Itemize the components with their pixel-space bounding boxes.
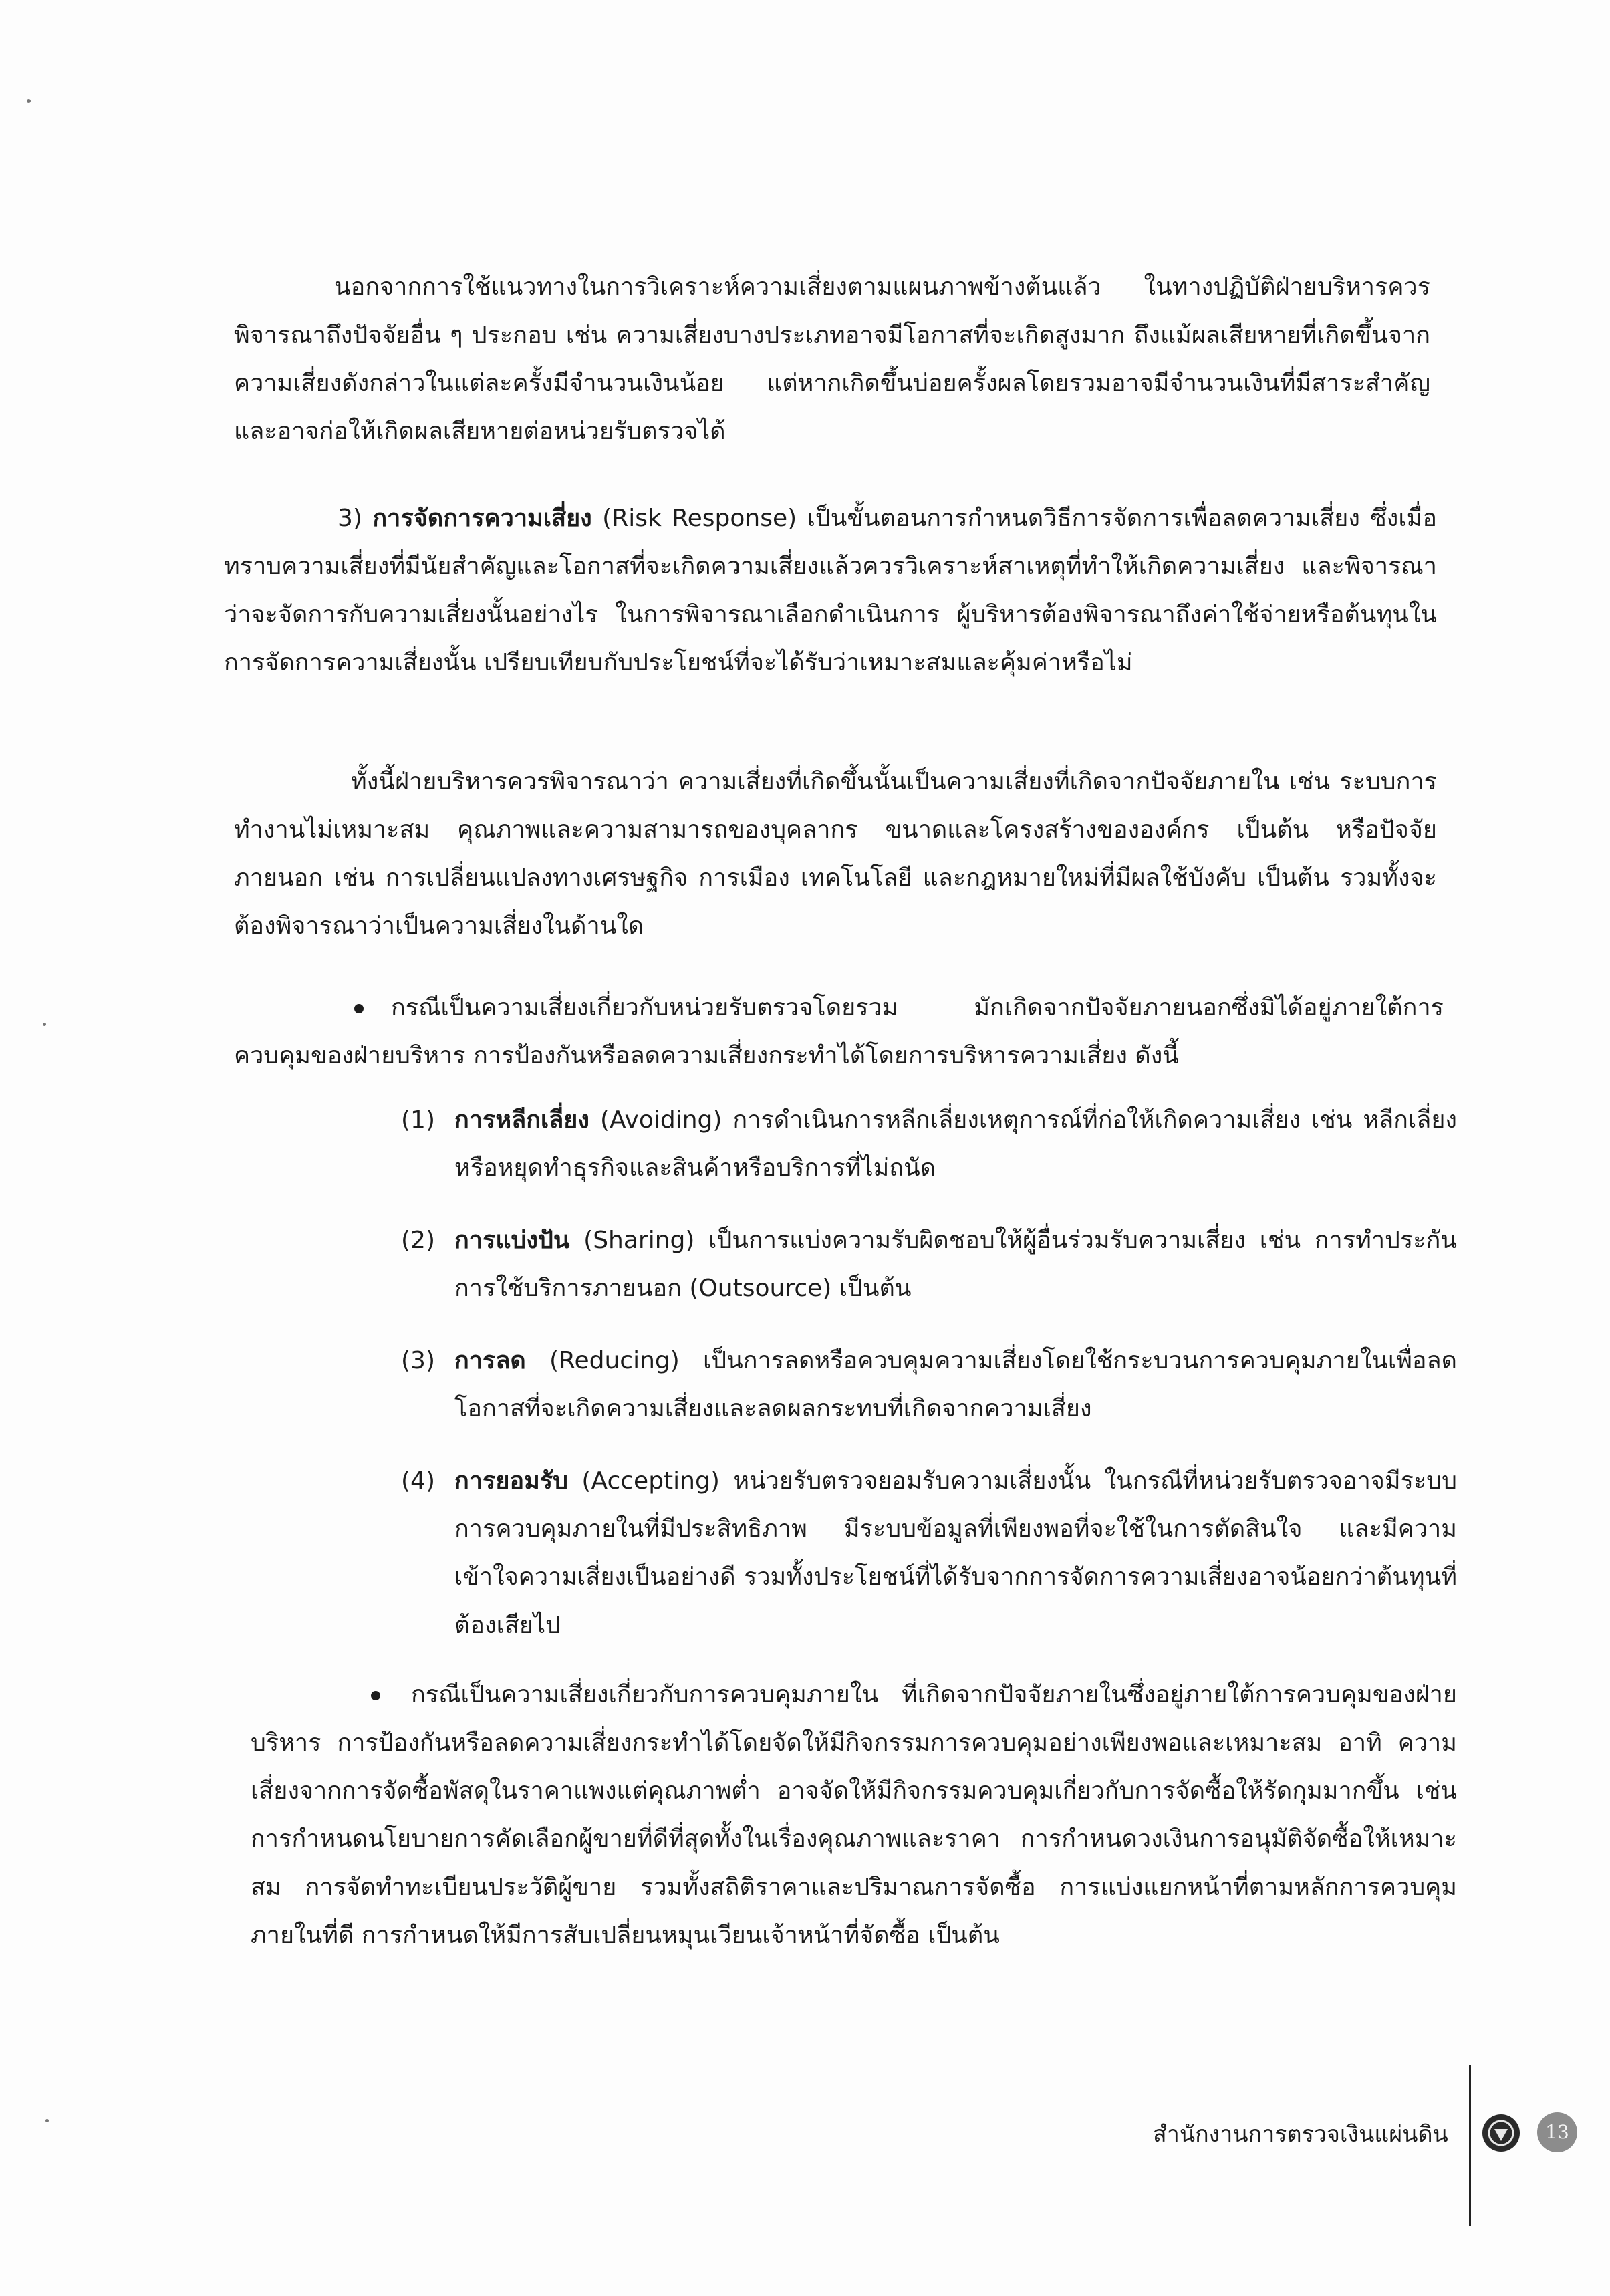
- bullet-icon: [371, 1691, 380, 1700]
- list-item: [401, 1096, 1457, 1192]
- bullet-icon: [354, 1004, 364, 1013]
- scan-speck: [27, 99, 31, 103]
- item-title: การหลีกเลี่ยง: [454, 1106, 589, 1134]
- item-body: หน่วยรับตรวจยอมรับความเสี่ยงนั้น ในกรณีที่หน่วยรับตรวจอาจมีระบบการควบคุมภายในที่มีประสิทธิภาพ มีระบบข้อมูลที่เพียงพอที่จะใช้ในการตัดสินใจ และมีความเข้าใจความเสี่ยงเป็นอย่างดี รวมทั้งประโยชน์ที่ได้รับจากการจัดการความเสี่ยงอาจน้อยกว่าต้นทุนที่ต้องเสียไป: [454, 1467, 1457, 1639]
- oag-emblem-icon: [1482, 2114, 1520, 2152]
- section-number: 3): [338, 505, 362, 532]
- item-number: (1): [401, 1106, 435, 1134]
- scan-speck: [43, 1023, 46, 1026]
- item-body: เป็นการแบ่งความรับผิดชอบให้ผู้อื่นร่วมรับความเสี่ยง เช่น การทำประกัน การใช้บริการภายนอก (Outsource) เป็นต้น: [454, 1227, 1457, 1302]
- intro-paragraph: นอกจากการใช้แนวทางในการวิเคราะห์ความเสี่ยงตามแผนภาพข้างต้นแล้ว ในทางปฏิบัติฝ่ายบริหารควรพิจารณาถึงปัจจัยอื่น ๆ ประกอบ เช่น ความเสี่ยงบางประเภทอาจมีโอกาสที่จะเกิดสูงมาก ถึงแม้ผลเสียหายที่เกิดขึ้นจากความเสี่ยงดังกล่าวในแต่ละครั้งมีจำนวนเงินน้อย แต่หากเกิดขึ้นบ่อยครั้งผลโดยรวมอาจมีจำนวนเงินที่มีสาระสำคัญและอาจก่อให้เกิดผลเสียหายต่อหน่วยรับตรวจได้: [234, 273, 1430, 445]
- bullet-text: กรณีเป็นความเสี่ยงเกี่ยวกับการควบคุมภายใน ที่เกิดจากปัจจัยภายในซึ่งอยู่ภายใต้การควบคุมของฝ่ายบริหาร การป้องกันหรือลดความเสี่ยงกระทำได้โดยจัดให้มีกิจกรรมการควบคุมอย่างเพียงพอและเหมาะสม อาทิ ความเสี่ยงจากการจัดซื้อพัสดุในราคาแพงแต่คุณภาพต่ำ อาจจัดให้มีกิจกรรมควบคุมเกี่ยวกับการจัดซื้อให้รัดกุมมากขึ้น เช่น การกำหนดนโยบายการคัดเลือกผู้ขายที่ดีที่สุดทั้งในเรื่องคุณภาพและราคา การกำหนดวงเงินการอนุมัติจัดซื้อให้เหมาะสม การจัดทำทะเบียนประวัติผู้ขาย รวมทั้งสถิติราคาและปริมาณการจัดซื้อ การแบ่งแยกหน้าที่ตามหลักการควบคุมภายในที่ดี การกำหนดให้มีการสับเปลี่ยนหมุนเวียนเจ้าหน้าที่จัดซื้อ เป็นต้น: [251, 1681, 1457, 1949]
- scan-speck: [45, 2119, 49, 2122]
- item-title: การลด: [454, 1347, 526, 1374]
- section-english-term: (Risk Response): [602, 505, 797, 532]
- section-title: การจัดการความเสี่ยง: [372, 505, 592, 532]
- list-item: [401, 1337, 1457, 1433]
- list-item: [401, 1457, 1457, 1650]
- item-number: (3): [401, 1347, 435, 1374]
- item-english-term: (Reducing): [549, 1347, 680, 1374]
- item-english-term: (Accepting): [581, 1467, 720, 1495]
- section-body: เป็นขั้นตอนการกำหนดวิธีการจัดการเพื่อลดความเสี่ยง ซึ่งเมื่อทราบความเสี่ยงที่มีนัยสำคัญและโอกาสที่จะเกิดความเสี่ยงแล้วควรวิเคราะห์สาเหตุที่ทำให้เกิดความเสี่ยง และพิจารณาว่าจะจัดการกับความเสี่ยงนั้นอย่างไร ในการพิจารณาเลือกดำเนินการ ผู้บริหารต้องพิจารณาถึงค่าใช้จ่ายหรือต้นทุนในการจัดการความเสี่ยงนั้น เปรียบเทียบกับประโยชน์ที่จะได้รับว่าเหมาะสมและคุ้มค่าหรือไม่: [224, 505, 1438, 676]
- bullet-text: กรณีเป็นความเสี่ยงเกี่ยวกับหน่วยรับตรวจโดยรวม มักเกิดจากปัจจัยภายนอกซึ่งมิได้อยู่ภายใต้การควบคุมของฝ่ายบริหาร การป้องกันหรือลดความเสี่ยงกระทำได้โดยการบริหารความเสี่ยง ดังนี้: [234, 994, 1444, 1069]
- item-number: (2): [401, 1227, 435, 1254]
- item-english-term: (Avoiding): [599, 1106, 722, 1134]
- item-body: การดำเนินการหลีกเลี่ยงเหตุการณ์ที่ก่อให้เกิดความเสี่ยง เช่น หลีกเลี่ยงหรือหยุดทำธุรกิจและสินค้าหรือบริการที่ไม่ถนัด: [454, 1106, 1457, 1182]
- footer-organization: สำนักงานการตรวจเงินแผ่นดิน: [1153, 2121, 1448, 2148]
- bullet-internal-control: [251, 1671, 1457, 1960]
- item-english-term: (Sharing): [583, 1227, 695, 1254]
- item-number: (4): [401, 1467, 435, 1495]
- list-item: [401, 1217, 1457, 1313]
- footer-divider: [1469, 2065, 1471, 2226]
- item-body: เป็นการลดหรือควบคุมความเสี่ยงโดยใช้กระบวนการควบคุมภายในเพื่อลดโอกาสที่จะเกิดความเสี่ยงและลดผลกระทบที่เกิดจากความเสี่ยง: [454, 1347, 1457, 1422]
- factors-paragraph: ทั้งนี้ฝ่ายบริหารควรพิจารณาว่า ความเสี่ยงที่เกิดขึ้นนั้นเป็นความเสี่ยงที่เกิดจากปัจจัยภายใน เช่น ระบบการทำงานไม่เหมาะสม คุณภาพและความสามารถของบุคลากร ขนาดและโครงสร้างขององค์กร เป็นต้น หรือปัจจัยภายนอก เช่น การเปลี่ยนแปลงทางเศรษฐกิจ การเมือง เทคโนโลยี และกฎหมายใหม่ที่มีผลใช้บังคับ เป็นต้น รวมทั้งจะต้องพิจารณาว่าเป็นความเสี่ยงในด้านใด: [234, 768, 1437, 940]
- bullet-external-risk: [234, 984, 1444, 1080]
- item-title: การยอมรับ: [454, 1467, 568, 1495]
- item-title: การแบ่งปัน: [454, 1227, 570, 1254]
- page-number-badge: 13: [1537, 2112, 1577, 2152]
- risk-response-list: [401, 1096, 1457, 1674]
- risk-response-section: [224, 495, 1437, 687]
